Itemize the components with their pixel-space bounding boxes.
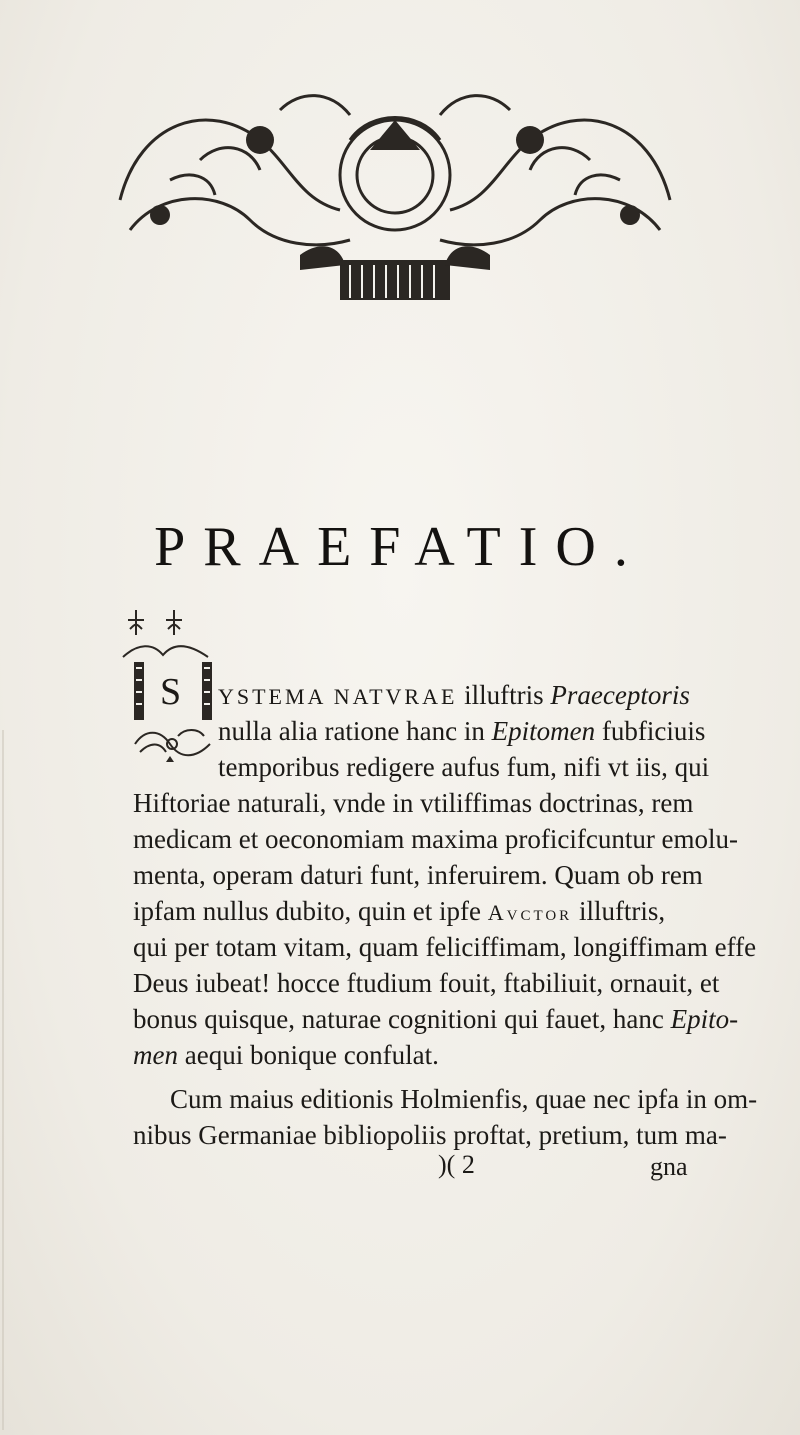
text-segment: Cum maius editionis Holmienfis, quae nec ipfa in om- — [170, 1084, 758, 1114]
catchword: gna — [650, 1152, 688, 1181]
text-line — [133, 898, 665, 925]
text-segment: YSTEMA NATVRAE — [218, 684, 458, 709]
text-segment: Avctor — [487, 900, 573, 925]
text-segment: ipfam nullus dubito, quin et ipfe — [133, 896, 488, 926]
text-line — [133, 934, 756, 961]
text-segment: medicam et oeconomiam maxima proficifcuntur emolu- — [133, 824, 739, 854]
text-line — [218, 682, 690, 709]
text-line — [170, 1086, 757, 1113]
text-segment: fubficiuis — [595, 716, 706, 746]
text-line — [133, 790, 693, 817]
text-line — [133, 862, 703, 889]
signature-mark: )( 2 — [438, 1150, 475, 1179]
scroll-ornament-icon — [130, 724, 215, 764]
text-segment: Hiftoriae naturali, vnde in vtiliffimas doctrinas, rem — [133, 788, 694, 818]
text-segment: nulla alia ratione hanc in — [218, 716, 492, 746]
text-segment: Epito- — [670, 1004, 739, 1034]
text-segment: qui per totam vitam, quam feliciffimam, longiffimam effe — [133, 932, 757, 962]
text-segment: menta, operam daturi funt, inferuirem. Quam ob rem — [133, 860, 703, 890]
text-line — [133, 826, 738, 853]
headpiece-ornament-icon — [100, 80, 690, 310]
page-edge — [0, 730, 10, 1430]
text-line — [218, 718, 705, 745]
dropcap-letter: S — [160, 671, 182, 713]
text-line — [133, 1042, 439, 1069]
text-segment: illuftris — [457, 680, 551, 710]
text-segment: Epitomen — [491, 716, 596, 746]
text-line — [133, 1122, 727, 1149]
text-segment: Deus iubeat! hocce ftudium fouit, ftabiliuit, ornauit, et — [133, 968, 720, 998]
text-line — [218, 754, 709, 781]
text-segment: temporibus redigere aufus fum, nifi vt iis, qui — [218, 752, 710, 782]
page-title: PRAEFATIO. — [154, 516, 646, 578]
text-segment: Praeceptoris — [550, 680, 690, 710]
text-line — [133, 970, 719, 997]
text-segment: bonus quisque, naturae cognitioni qui fauet, hanc — [133, 1004, 671, 1034]
text-segment: nibus Germaniae bibliopoliis proftat, pretium, tum ma- — [133, 1120, 727, 1150]
text-line — [133, 1006, 738, 1033]
text-segment: illuftris, — [572, 896, 666, 926]
fleuron-ornament-icon — [118, 605, 218, 665]
text-segment: aequi bonique confulat. — [177, 1040, 439, 1070]
text-segment: men — [133, 1040, 178, 1070]
